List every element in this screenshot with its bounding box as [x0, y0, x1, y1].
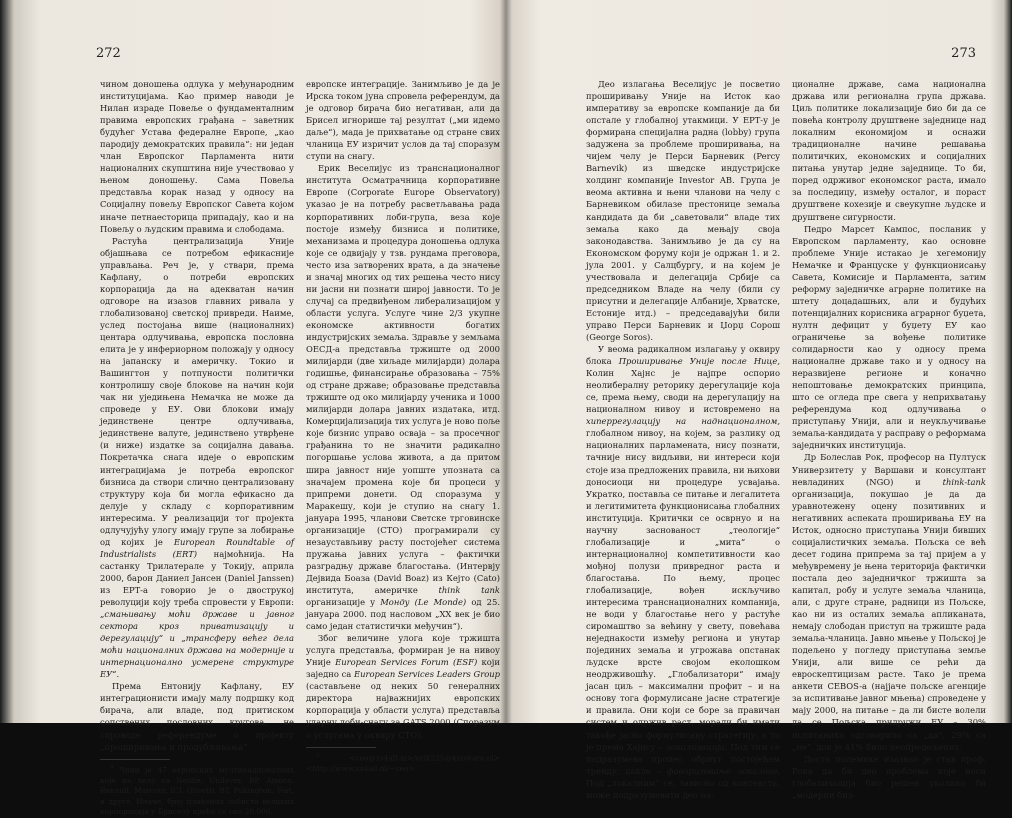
italic-text: Проширивање Уније после Нице, [618, 356, 780, 367]
paragraph: Педро Марсет Кампос, посланик у Европском парламенту, као основне проблеме Уније истакао је хегемонију Немачке и Француске у функционисању Савета, Комисије и Парламента, затим реформу заједничке аграрне политике на штету доцадашњих, али и будућих потенцијалних корисника аграрног буџета, нултн дефицит у буџету ЕУ као ограничење за вођење политике солидарности као у односу према националне државе тако и у односу на неразвијене регионе и коначно непоштовање демократских принципа, што се огледа пре свега у неприхватању референдума код одлучивања о приступању Унији, али и неукључивање земаља-кандидата у расправу о реформама заједничких институција. [792, 223, 986, 451]
italic-text: think tank [438, 584, 500, 595]
text-run: Под „локалним“ се, зависно од контекста, може подразумевати део на- [586, 777, 780, 800]
footnote-rule [306, 747, 376, 748]
paragraph: европске интеграције. Занимљиво је да је Ирска током јуна спровела референдум, да је одговор бирача био негативан, али да Брисел игнорише тај резултат („ми идемо даље“), мада је прихватање од стране свих чланица ЕУ изричит услов да тај споразум ступи на снагу. [306, 79, 500, 162]
italic-text: Монду (Le Monde) [380, 597, 467, 608]
paragraph [306, 632, 500, 740]
paragraph: чином доношења одлука у међународним институцијама. Као пример наводи је Нилан израде Повеље о фундаменталним правима европских грађана – заветник будућег Устава федералне Европе, „као пародију демократских правила“: ни један члан Европског Парламента нити националних скупштина није учествовао у њеном доношењу. Сама Повеља представља корак назад у односу на Социјалну повељу Европског Савета којом иначе петнаесторица припадају, као и на Повељу о људским правима и слободама. [100, 79, 294, 234]
text-run: који заједно са [306, 657, 500, 680]
paragraph [586, 343, 780, 801]
paragraph: Према Ентонију Кафлану, ЕУ интеграционисти имају малу подршку код бирача, али владе, под притиском сопствених пословних кругова, не спроводе референдуме о пројекту „проширивања и продубљивања“ [100, 681, 294, 752]
text-run: глобалном нивоу, на којем, за разлику од националних парламената, нису познати, тачније нису видљиви, ни интереси који стоје иза предложених правила, ни њихови доносиоци ни процедуре усвајања. Укратко, постављa се питање и легалитета и легитимитета функционисања глобалних институција. Критички се осврнуо и на научну заснованост „теологије“ глобализације и „мита“ о интернационалној компетитивности као мођној полузи привредног раста и благостања. По њему, процес глобализације, вођен искључиво интересима транснационалних компанија, не води у благостање него у растуће сиромаштво за већину у свету, повећава неједнакости између региона и унутар појединих земаља и угрожава опстанак људске врсте својом еколошком неодрживошћу. „Глобализатори“ имају јасан циљ – максимални профит – и на основу тога формулисане јасне стратегије и правила. Они који се боре за правичан систем и одржив раст, морали би имати такође јасно формулисану стратегију, а то је према Хајнсу – [586, 428, 780, 752]
left-page [0, 0, 506, 817]
italic-quote: „смањивању моћи државе и јавног сектора кроз приватизацију и дерегулацију“ и „трансферу већег дела моћи националних држава на модерније и интернационално усмерене структуре ЕУ“. [100, 609, 294, 680]
footnote [306, 751, 500, 775]
text-run: Због величине улога које тржишта услуга представља, формиран је на нивоу Уније [306, 633, 500, 668]
italic-text: think-tank [942, 476, 986, 487]
page-number: 272 [96, 46, 121, 61]
text-run: У веома радикалном излагању у оквиру блока [586, 344, 780, 367]
footnote [100, 763, 294, 818]
text-run: Растућа централизација Уније објашњава се потребом ефикасније управљања. Реч је, у ствари, према Кафлану, о потреби европских корпорација да на адекватан начин одговоре на изазов главних ривала у глобализованој светској привреди. Наиме, услед постојања више (националних) центара одлучивања, европска пословна елита је у инфериорном положају у односу на јапанску и америчку. Токио и Вашингтон у потпуности политички контролишу своје блокове на начин који чак ни уједињена Немачка не може да спроведе у ЕУ. Ови блокови имају јединствене центре одлучивања, јединствене валуте, јединствено утврђене (и ниже) издатке за социјална давања. Покретачка снага идеје о европским интеграцијама је потреба европског бизниса да створи слично централизовану структуру која би могла ефикасно да делује у складу с корпоративним интересима. У реализацији тог пројекта одлучујућу улогу имају групе за лобирање од којих је [100, 235, 294, 547]
text-run: организација, покушао је да да уравнотежену оцену позитивних и негативних аспеката проширивања ЕУ на Исток, односно приступања Унији бивших социјалистичких земаља. Пољска се већ десет година припрема за тај пријем а у међувремену је њена територија фактички постала део заједничког тржишта за капитал, робу и услуге земаља чланица, али, с друге стране, радници из Пољске, као ни из осталих земаља апликаната, немају слободан приступ на тржиште рада земаља-чланица. Јавно мњење у Пољској је подељено у погледу приступања земље Унији, али више се рећи да евроскептицизам расте. Тако је према анкети CEBOS-а (најјаче пољске агенције за испитивање јавног мњења) спроведене у мају 2000, на питање – да ли бисте волели да се Пољска придружи ЕУ – 30% испитаника одговорило са „да“, 29% са „не“, док је 41% било неопредељених. [792, 488, 986, 752]
text-run: од 25. јануара 2000. под насловом „XX век је био само један статистички међучин“). [306, 597, 500, 632]
italic-text: European Roundtable of Industrialists (ERT) [100, 536, 294, 559]
right-page [506, 0, 1012, 800]
italic-text: локализација. [665, 741, 728, 752]
right-column-1 [586, 78, 780, 801]
right-column-2 [792, 78, 986, 801]
footnote-number: 4 [110, 764, 114, 771]
text-run: Др Болеслав Рок, професор на Пултуск Универзитету у Варшави и консултант невладиних (NGO) и [792, 452, 986, 487]
paragraph [306, 162, 500, 632]
footnote-text: <ceo@xs4all.nl>/erik225@knoware.nl> <http://www.xs4all.nl/~ceo> [306, 753, 500, 773]
left-column-1 [100, 78, 294, 818]
italic-text: фаворизовање локалног. [666, 765, 781, 776]
text-run: Колин Хајнс је најпре оспорио неолибералну реторику дерегулације која се, према њему, своди на дерегулацију на националном нивоу и истовремено на [586, 368, 780, 415]
text-run: најмоћнија. На састанку Трилатерале у Токију, априла 2000, барон Даниел Јансен (Daniel Janssen) из ЕРТ-а говорио је о двострукој револуцији коју треба спровести у Европи: [100, 548, 295, 608]
page-number: 273 [951, 46, 976, 61]
footnote-number: 5 [316, 752, 320, 759]
text-run: Под тим се подразумева процес обрнут постојећем тренду, дакле – [586, 741, 781, 776]
text-run: Ерик Веселијус из транснационалног института Осматрачница корпоративне Европе (Corporate Europe Observatory) указао је на потребу расветљавања рада корпоративних лоби-група, веза које постоје између бизниса и политике, механизама и процедура доношења одлука које се одвијају у тзв. рундама преговора, често иза затворених врата, а да значење и значај многих од тих решења често нису ни јасни ни познати широј јавности. То је случај са предвиђеном либерализацијом у области услуга. Услуге чине 2/3 укупне економске активности богатих индустријских земаља. Здравље у земљама ОЕСД-а представља тржиште од 2000 милијарди (две хиљаде милијарди) долара годишње, финансирање образовања – 75% од стране државе; образовање представља тржиште од око милијарду ученика и 1000 милијарди долара јавних издатака, итд. Комерцијализација тих услуга је ново поље које бизнис управо осваја – за просечног грађанина то не значити радикално погоршање услова живота, а да притом шира јавност није уопште упозната са значајем промена које би процеси у припреми донети. Од споразума у Маракешу, који је ступио на снагу 1. јануара 1995, чланови Светске трговинске организације (СТО) програмирали су незаустављиву расту постојећег система пружања јавних услуга – фактички разградњу државе благостања. (Интервју Дејвида Боаза (David Boaz) из Кејто (Cato) института, америчке [306, 163, 501, 595]
text-run: (састављене од неких 50 генералних директора најважнијих европских корпорација у области услуга) представља ударну лоби-снагу за GATS 2000 (Споразум о услугама у оквиру СТО). [306, 681, 500, 740]
paragraph: Доста полемике изазвао је став проф. Рока да би део проблема које носи глобализација био решен уколико би „модерни биз- [792, 753, 986, 800]
italic-text: European Services Leaders Group [353, 669, 500, 680]
footnote-rule [100, 759, 170, 760]
italic-text: хиперрегулацију на наднационалном, [586, 416, 780, 427]
text-run: организације у [306, 597, 376, 608]
italic-text: European Services Forum (ESF) [335, 657, 478, 668]
footnote-text: Чини је 47 европских мултинационалних које на челу са Nestle, Unilever, BP, Amoco, Renault, Marconi, ICI, Olivetti, BT, Pilkington, Fiat, и друге. Иначе, број плаћених лобиста великих корпорација у Бриселу креће се око 20.000. [100, 765, 294, 817]
left-column-2 [306, 78, 500, 774]
paragraph [792, 451, 986, 752]
paragraph [100, 235, 294, 681]
paragraph: ционалне државе, сама национална држава или регионална група држава. Циљ политике локализације био би да се повећа контролу друштвене заједнице над локалним економијом и оснажи традиционалне начине решавања политичких, економских и социјалних питања унутар једне заједнице. То би, поред одрживог економског раста, имало за последицу, између осталог, и пораст друштвене кохезије и свеукупне људске и друштвене сигурности. [792, 79, 986, 222]
paragraph: Део излагања Веселијус је посветио проширивању Уније на Исток као императиву за европске компаније да би опстале у глобалној утакмици. У ЕРТ-у је формирана специјална радна (lobby) група задужена за проблеме проширивања, на чијем челу је Перси Барневик (Percy Barnevik) из шведске индустријске холдинг компаније Investor AB. Група је веома активна и њени чланови на челу с Барневиком обилазе престонице земаља кандидата да би „саветовали“ владе тих земаља како да мењају своја законодавства. Занимљиво је да су на Економском форуму који је одржан 1. и 2. јула 2001. у Салцбургу, и на којем је учествовала и делегација Србије са председником Владе на челу (били су присутни и делегације Албаније, Хрватске, Естоније итд.) – председавајући били управо Перси Барневик и Џорџ Сорош (George Soros). [586, 79, 780, 342]
